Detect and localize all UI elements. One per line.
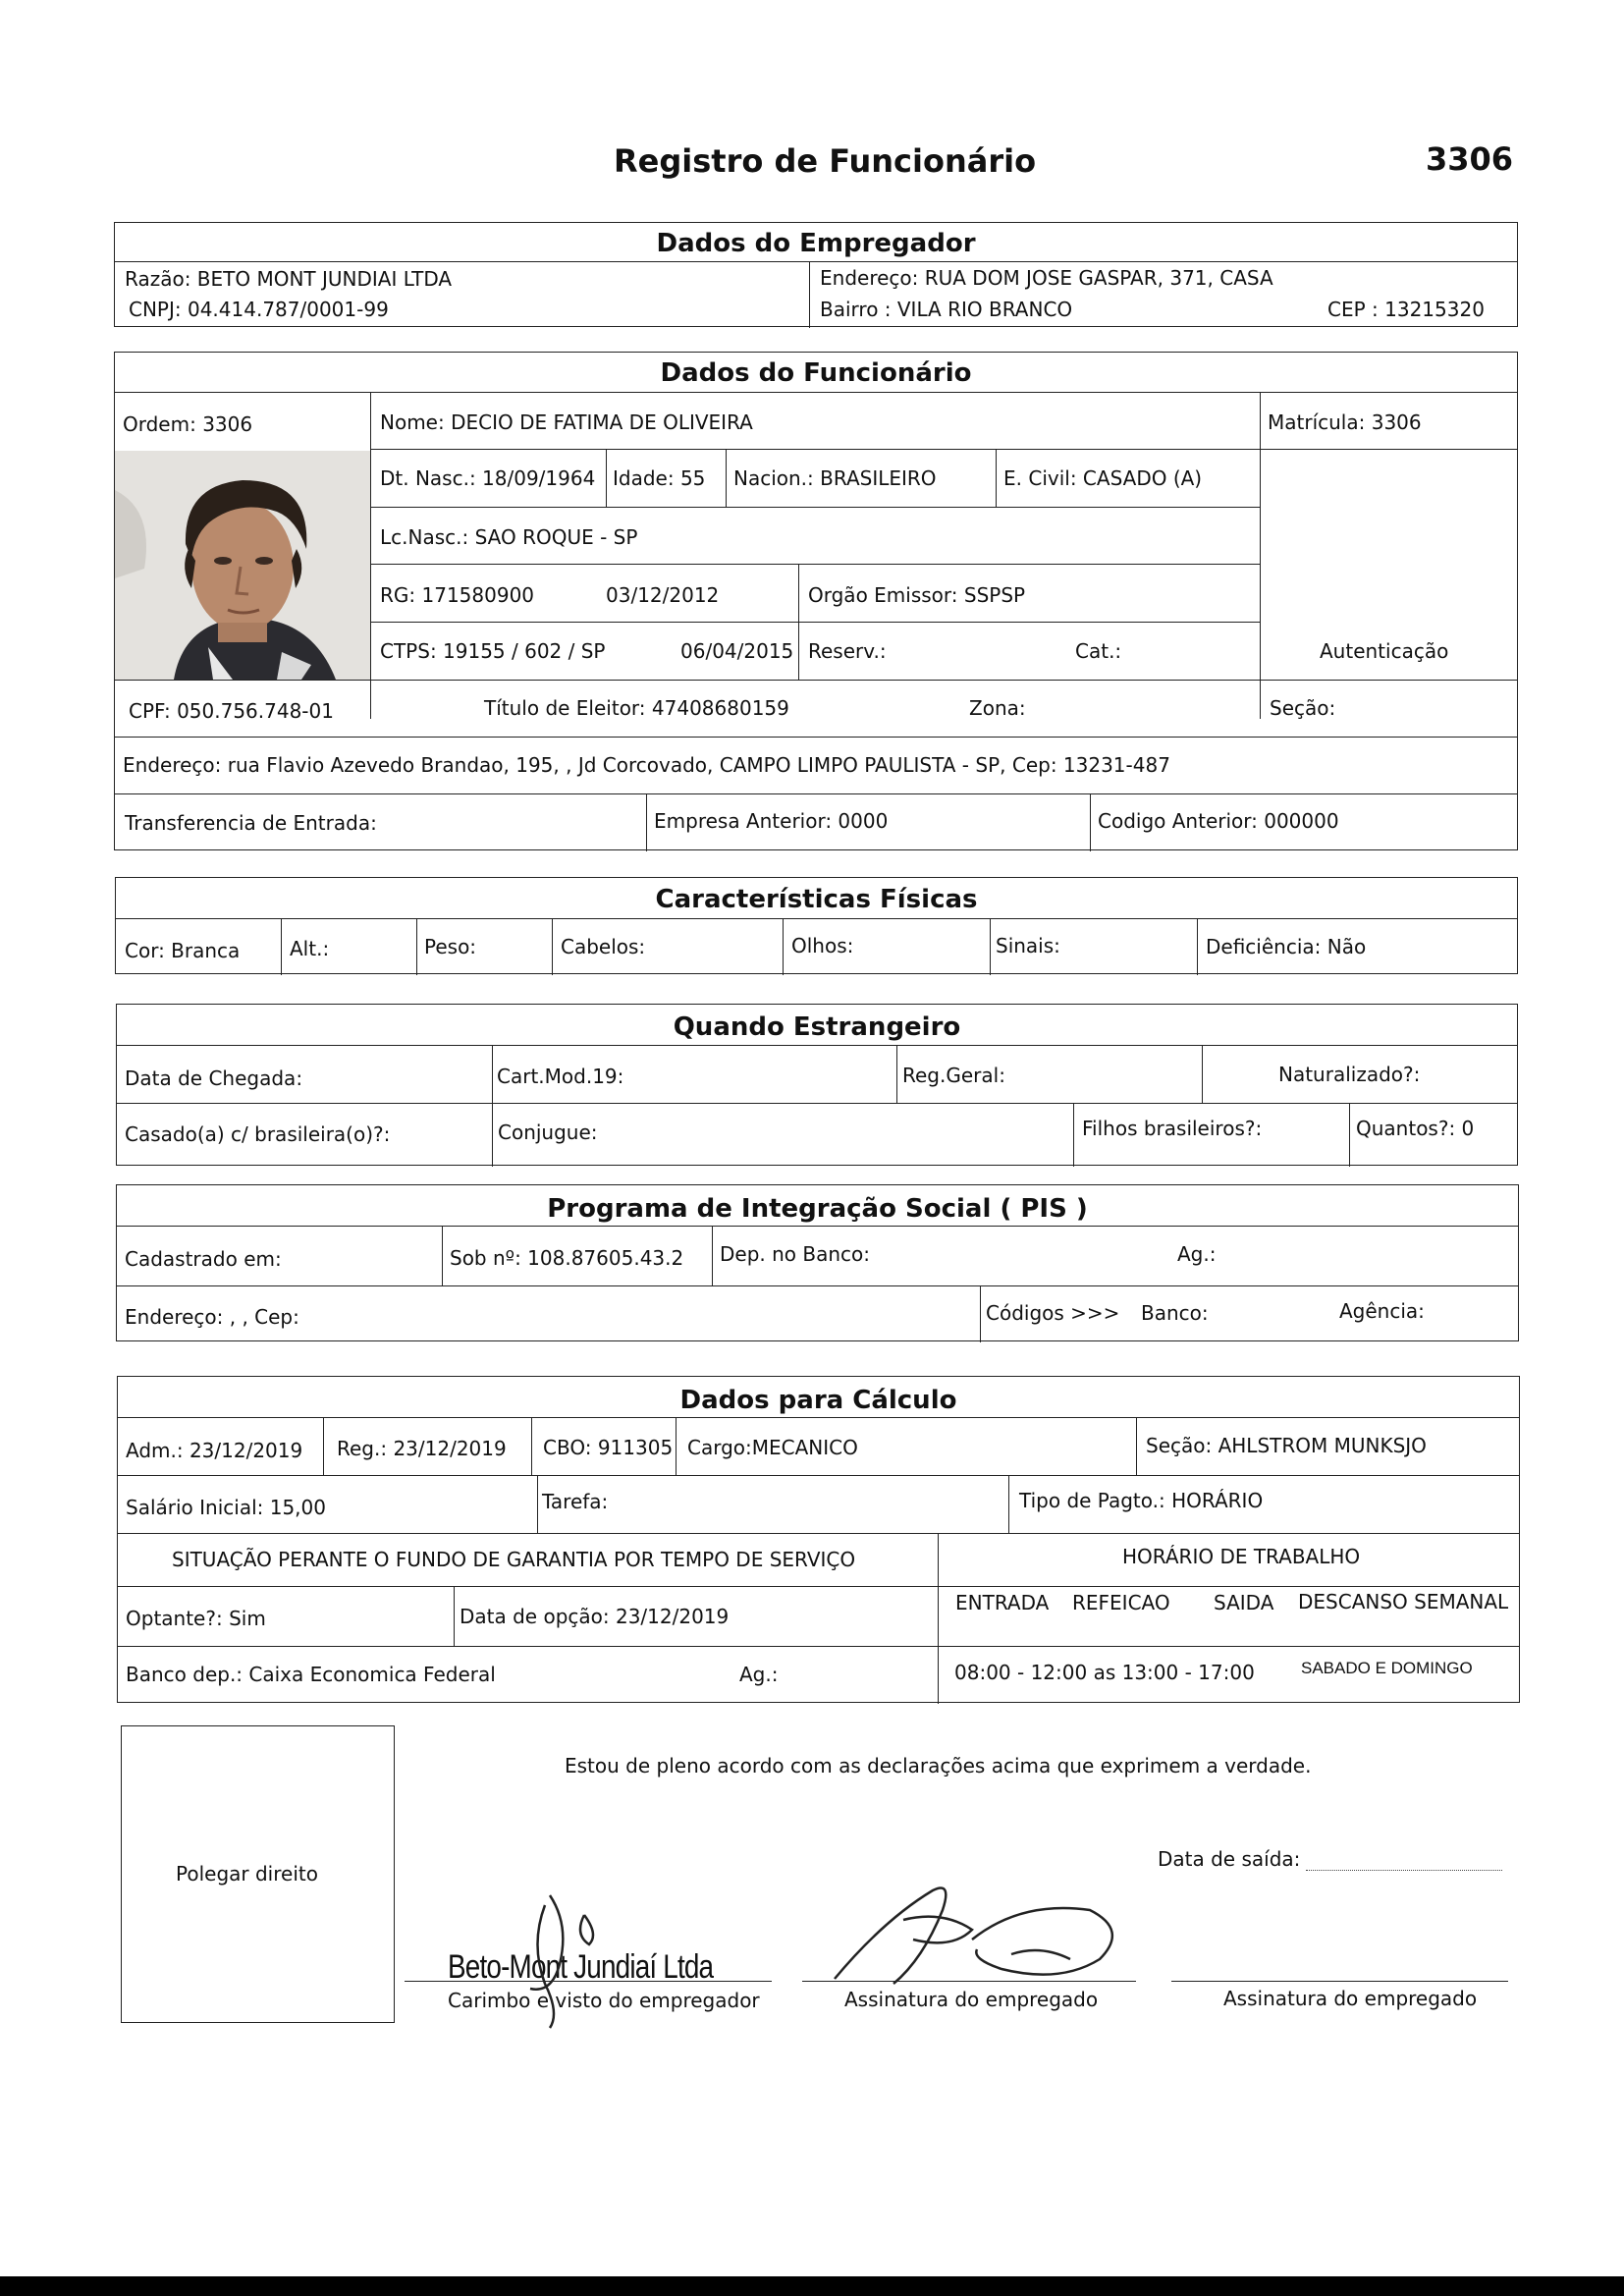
col-descanso: DESCANSO SEMANAL <box>1298 1590 1509 1613</box>
banco-deposito: Banco dep.: Caixa Economica Federal <box>126 1663 496 1686</box>
sinais: Sinais: <box>996 934 1060 957</box>
pis-agencia-dep: Ag.: <box>1177 1242 1217 1266</box>
orgao-emissor: Orgão Emissor: SSPSP <box>808 583 1026 607</box>
data-registro: Reg.: 23/12/2019 <box>337 1437 507 1460</box>
col-saida: SAIDA <box>1214 1591 1274 1614</box>
pis-dep-banco: Dep. no Banco: <box>720 1242 871 1266</box>
company-stamp: Beto-Mont Jundiaí Ltda <box>448 1948 714 1986</box>
empregador-endereco: Endereço: RUA DOM JOSE GASPAR, 371, CASA <box>820 266 1273 290</box>
empregador-section <box>114 222 1518 327</box>
pis-endereco: Endereço: , , Cep: <box>125 1305 299 1329</box>
deficiencia: Deficiência: Não <box>1206 935 1367 958</box>
empresa-anterior: Empresa Anterior: 0000 <box>654 809 889 833</box>
cart-mod-19: Cart.Mod.19: <box>497 1065 624 1088</box>
titulo-eleitor: Título de Eleitor: 47408680159 <box>484 696 789 720</box>
section-heading: Quando Estrangeiro <box>673 1012 961 1042</box>
cpf: CPF: 050.756.748-01 <box>129 699 334 723</box>
assinatura-empregado-1: Assinatura do empregado <box>844 1988 1099 2011</box>
carimbo-line <box>405 1981 772 1982</box>
situacao-fgts: SITUAÇÃO PERANTE O FUNDO DE GARANTIA POR TEMPO DE SERVIÇO <box>172 1548 856 1571</box>
employee-photo <box>115 451 370 680</box>
peso: Peso: <box>424 935 477 958</box>
cnpj: CNPJ: 04.414.787/0001-99 <box>129 298 389 321</box>
funcionario-section <box>114 352 1518 850</box>
cor: Cor: Branca <box>125 939 241 962</box>
idade: Idade: 55 <box>613 466 706 490</box>
registro-geral: Reg.Geral: <box>902 1064 1005 1087</box>
cbo: CBO: 911305 <box>543 1436 674 1459</box>
codigo-anterior: Codigo Anterior: 000000 <box>1098 809 1339 833</box>
rg-data: 03/12/2012 <box>606 583 720 607</box>
tarefa: Tarefa: <box>542 1490 609 1513</box>
casado-brasileira: Casado(a) c/ brasileira(o)?: <box>125 1122 391 1146</box>
data-opcao: Data de opção: 23/12/2019 <box>460 1605 730 1628</box>
ctps: CTPS: 19155 / 602 / SP <box>380 639 606 663</box>
altura: Alt.: <box>290 937 330 960</box>
local-nascimento: Lc.Nasc.: SAO ROQUE - SP <box>380 525 638 549</box>
optante: Optante?: Sim <box>126 1607 266 1630</box>
quantos: Quantos?: 0 <box>1356 1117 1475 1140</box>
filhos-brasileiros: Filhos brasileiros?: <box>1082 1117 1263 1140</box>
nacionalidade: Nacion.: BRASILEIRO <box>733 466 937 490</box>
pis-banco: Banco: <box>1141 1301 1209 1325</box>
empregador-bairro: Bairro : VILA RIO BRANCO <box>820 298 1073 321</box>
empregador-cep: CEP : 13215320 <box>1327 298 1485 321</box>
section-heading: Características Físicas <box>655 885 978 914</box>
fisicas-section <box>115 877 1518 974</box>
pis-agencia: Agência: <box>1339 1299 1425 1323</box>
tipo-pagamento: Tipo de Pagto.: HORÁRIO <box>1019 1489 1264 1512</box>
secao-trabalho: Seção: AHLSTROM MUNKSJO <box>1146 1434 1427 1457</box>
olhos: Olhos: <box>791 934 854 957</box>
funcionario-endereco: Endereço: rua Flavio Azevedo Brandao, 195, , Jd Corcovado, CAMPO LIMPO PAULISTA - SP, Cep: 13231-487 <box>123 753 1170 777</box>
pis-numero: Sob nº: 108.87605.43.2 <box>450 1246 684 1270</box>
portrait-image <box>115 451 370 680</box>
col-entrada: ENTRADA <box>955 1591 1050 1614</box>
horarios: 08:00 - 12:00 as 13:00 - 17:00 <box>954 1661 1255 1684</box>
estado-civil: E. Civil: CASADO (A) <box>1003 466 1203 490</box>
data-saida: Data de saída: <box>1158 1847 1301 1871</box>
descanso-semanal: SABADO E DOMINGO <box>1301 1659 1473 1677</box>
polegar-box <box>121 1725 395 2023</box>
assinatura-empregado-2: Assinatura do empregado <box>1223 1987 1478 2010</box>
reservista: Reserv.: <box>808 639 887 663</box>
section-heading: Dados do Funcionário <box>660 358 972 388</box>
autenticacao: Autenticação <box>1320 639 1449 663</box>
carimbo-label: Carimbo e visto do empregador <box>448 1989 760 2012</box>
data-nascimento: Dt. Nasc.: 18/09/1964 <box>380 466 596 490</box>
razao-social: Razão: BETO MONT JUNDIAI LTDA <box>125 267 453 291</box>
assinatura2-line <box>1171 1981 1508 1982</box>
section-heading: Dados para Cálculo <box>679 1386 957 1415</box>
section-heading: Dados do Empregador <box>656 229 976 258</box>
agencia-deposito: Ag.: <box>739 1663 779 1686</box>
secao-eleitoral: Seção: <box>1270 696 1336 720</box>
cargo: Cargo:MECANICO <box>687 1436 858 1459</box>
data-saida-line <box>1306 1870 1502 1871</box>
ordem: Ordem: 3306 <box>123 412 253 436</box>
scan-border <box>0 2276 1624 2296</box>
polegar-direito: Polegar direito <box>176 1862 318 1886</box>
rg: RG: 171580900 <box>380 583 535 607</box>
col-refeicao: REFEICAO <box>1072 1591 1170 1614</box>
naturalizado: Naturalizado?: <box>1278 1063 1421 1086</box>
horario-trabalho: HORÁRIO DE TRABALHO <box>1122 1545 1361 1568</box>
transferencia-entrada: Transferencia de Entrada: <box>125 811 377 835</box>
zona: Zona: <box>969 696 1026 720</box>
calculo-section <box>117 1376 1520 1703</box>
section-heading: Programa de Integração Social ( PIS ) <box>547 1194 1088 1224</box>
assinatura1-line <box>802 1981 1136 1982</box>
declaracao: Estou de pleno acordo com as declarações acima que exprimem a verdade. <box>565 1754 1312 1777</box>
document-number: 3306 <box>1426 140 1514 178</box>
document-title: Registro de Funcionário <box>614 142 1037 180</box>
cabelos: Cabelos: <box>561 935 646 958</box>
estrangeiro-section <box>116 1004 1518 1166</box>
ctps-data: 06/04/2015 <box>680 639 794 663</box>
pis-section <box>116 1184 1519 1341</box>
categoria: Cat.: <box>1075 639 1122 663</box>
pis-cadastrado: Cadastrado em: <box>125 1247 282 1271</box>
matricula: Matrícula: 3306 <box>1268 410 1422 434</box>
data-admissao: Adm.: 23/12/2019 <box>126 1439 303 1462</box>
employee-signature <box>805 1861 1139 2008</box>
conjugue: Conjugue: <box>498 1121 598 1144</box>
data-chegada: Data de Chegada: <box>125 1066 303 1090</box>
nome: Nome: DECIO DE FATIMA DE OLIVEIRA <box>380 410 753 434</box>
salario-inicial: Salário Inicial: 15,00 <box>126 1496 326 1519</box>
pis-codigos: Códigos >>> <box>986 1301 1120 1325</box>
